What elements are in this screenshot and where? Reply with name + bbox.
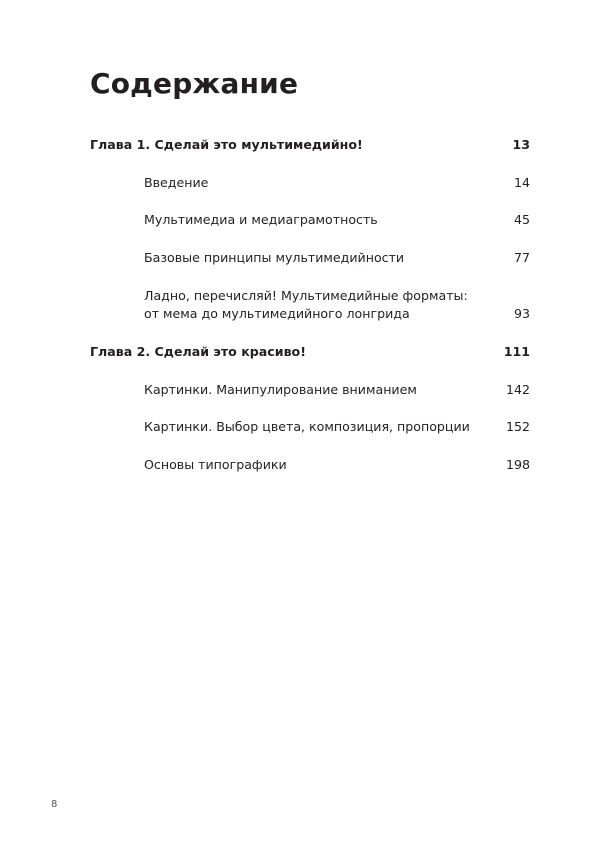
toc-chapter-1 xyxy=(90,136,530,154)
entry-page: 152 xyxy=(505,419,530,434)
toc-chapter-2 xyxy=(90,343,530,361)
chapter-page: 111 xyxy=(503,344,530,359)
entry-page: 198 xyxy=(505,457,530,472)
entry-title: Основы типографики xyxy=(144,457,287,472)
chapter-title: Глава 2. Сделай это красиво! xyxy=(90,344,306,359)
toc-entry xyxy=(144,287,530,323)
toc-entry xyxy=(144,174,530,192)
entry-title: Введение xyxy=(144,175,209,190)
page-number: 8 xyxy=(51,799,58,810)
entry-page: 142 xyxy=(505,382,530,397)
entry-title: Базовые принципы мультимедийности xyxy=(144,250,405,265)
toc-entry xyxy=(144,381,530,399)
page-title: Содержание xyxy=(90,67,299,100)
table-of-contents xyxy=(90,0,530,865)
entry-title: Картинки. Манипулирование вниманием xyxy=(144,382,417,397)
entry-title xyxy=(144,287,468,323)
chapter-title: Глава 1. Сделай это мультимедийно! xyxy=(90,137,363,152)
entry-page: 93 xyxy=(513,306,530,321)
chapter-page: 13 xyxy=(512,137,530,152)
entry-page: 77 xyxy=(513,250,530,265)
entry-title-line-1: Ладно, перечисляй! Мультимедийные форматы: xyxy=(144,288,468,303)
entry-page: 14 xyxy=(513,175,530,190)
toc-entry xyxy=(144,418,530,436)
entry-page: 45 xyxy=(513,212,530,227)
toc-entry xyxy=(144,211,530,229)
entry-title: Картинки. Выбор цвета, композиция, пропорции xyxy=(144,419,470,434)
entry-title-line-2: от мема до мультимедийного лонгрида xyxy=(144,306,410,321)
toc-entry xyxy=(144,456,530,474)
toc-entry xyxy=(144,249,530,267)
entry-title: Мультимедиа и медиаграмотность xyxy=(144,212,378,227)
